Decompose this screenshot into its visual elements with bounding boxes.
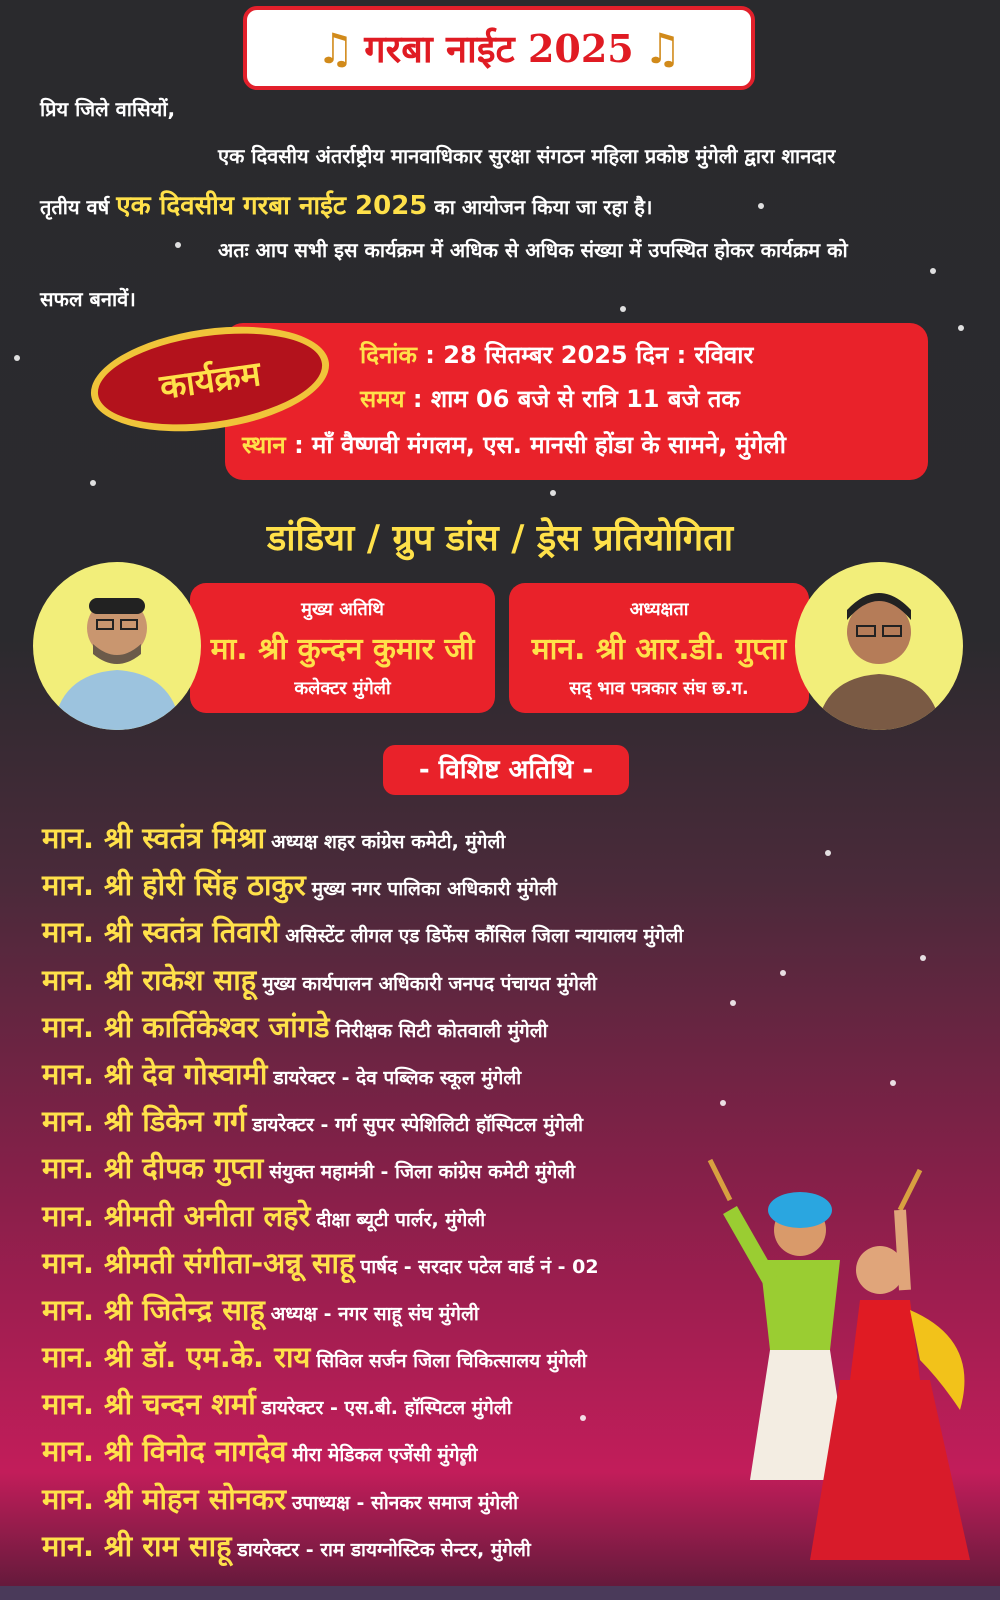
intro-line-2-pre: तृतीय वर्ष: [40, 195, 110, 219]
special-guests-list: [42, 818, 782, 1573]
guest-description: पार्षद - सरदार पटेल वार्ड नं - 02: [360, 1255, 599, 1278]
guest-name: मान. श्री स्वतंत्र मिश्रा: [42, 821, 266, 855]
list-item: [42, 960, 782, 1007]
bottom-bar: [0, 1586, 1000, 1600]
guest-name: मान. श्री राकेश साहू: [42, 962, 257, 997]
chief-guest-card: [190, 583, 495, 713]
guest-name: मान. श्री कार्तिकेश्वर जांगडे: [42, 1009, 330, 1044]
intro-highlight: एक दिवसीय गरबा नाईट 2025: [116, 191, 428, 221]
person-icon: [795, 562, 963, 730]
guest-description: डायरेक्टर - गर्ग सुपर स्पेशिलिटी हॉस्पिटल मुंगेली: [252, 1114, 584, 1137]
guest-description: संयुक्त महामंत्री - जिला कांग्रेस कमेटी मुंगेली: [269, 1161, 576, 1184]
guest-name: मान. श्री राम साहू: [42, 1528, 232, 1563]
chief-guest-designation: कलेक्टर मुंगेली: [294, 678, 391, 699]
presidency-designation: सद् भाव पत्रकार संघ छ.ग.: [569, 678, 749, 699]
intro-line-2-post: का आयोजन किया जा रहा है।: [434, 195, 653, 219]
competition-heading: डांडिया / ग्रुप डांस / ड्रेस प्रतियोगिता: [266, 518, 734, 559]
list-item: [42, 818, 782, 865]
list-item: [42, 1479, 782, 1526]
dancer-icon: ♫: [316, 23, 355, 73]
guest-name: मान. श्री मोहन सोनकर: [42, 1481, 286, 1516]
guest-name: मान. श्रीमती संगीता-अन्नू साहू: [42, 1245, 355, 1280]
presidency-card: [509, 583, 809, 713]
special-guests-heading: - विशिष्ट अतिथि -: [383, 745, 629, 795]
list-item: [42, 1337, 782, 1384]
guest-description: दीक्षा ब्यूटी पार्लर, मुंगेली: [316, 1208, 486, 1231]
guest-name: मान. श्री देव गोस्वामी: [42, 1056, 268, 1091]
guest-description: मुख्य नगर पालिका अधिकारी मुंगेली: [311, 878, 557, 901]
guest-description: उपाध्यक्ष - सोनकर समाज मुंगेली: [292, 1491, 519, 1514]
time-label: समय: [360, 385, 405, 413]
list-item: [42, 865, 782, 912]
guest-description: डायरेक्टर - देव पब्लिक स्कूल मुंगेली: [273, 1066, 522, 1089]
list-item: [42, 1243, 782, 1290]
presidency-avatar: [795, 562, 963, 730]
guest-name: मान. श्री चन्दन शर्मा: [42, 1387, 256, 1422]
salutation: प्रिय जिले वासियों,: [40, 97, 176, 121]
list-item: [42, 1526, 782, 1573]
list-item: [42, 1007, 782, 1054]
chief-guest-role: मुख्य अतिथि: [301, 599, 384, 620]
intro-line-3: अतः आप सभी इस कार्यक्रम में अधिक से अधिक संख्या में उपस्थित होकर कार्यक्रम को: [218, 238, 848, 262]
venue-value: : माँ वैष्णवी मंगलम, एस. मानसी होंडा के सामने, मुंगेली: [294, 431, 787, 459]
guest-description: डायरेक्टर - एस.बी. हॉस्पिटल मुंगेली: [261, 1397, 512, 1420]
guest-name: मान. श्रीमती अनीता लहरे: [42, 1198, 311, 1233]
guest-name: मान. श्री स्वतंत्र तिवारी: [42, 915, 280, 950]
presidency-name: मान. श्री आर.डी. गुप्ता: [531, 632, 787, 667]
list-item: [42, 1431, 782, 1478]
guest-name: मान. श्री विनोद नागदेव: [42, 1434, 287, 1469]
venue-label: स्थान: [242, 431, 286, 459]
chief-guest-avatar: [33, 562, 201, 730]
intro-line-4: सफल बनावें।: [40, 287, 136, 311]
list-item: [42, 1196, 782, 1243]
guest-description: अध्यक्ष - नगर साहू संघ मुंगेली: [270, 1302, 479, 1325]
page-title: गरबा नाईट 2025: [364, 26, 634, 71]
program-date: [360, 338, 753, 371]
presidency-role: अध्यक्षता: [629, 599, 689, 620]
guest-description: मीरा मेडिकल एजेंसी मुंगेली: [292, 1444, 478, 1467]
list-item: [42, 1054, 782, 1101]
list-item: [42, 1290, 782, 1337]
program-venue: [242, 428, 786, 461]
intro-line-2: [40, 186, 652, 222]
intro-line-1: एक दिवसीय अंतर्राष्ट्रीय मानवाधिकार सुरक्षा संगठन महिला प्रकोष्ठ मुंगेली द्वारा शानदार: [218, 144, 836, 168]
time-value: : शाम 06 बजे से रात्रि 11 बजे तक: [412, 385, 740, 413]
guest-name: मान. श्री डॉ. एम.के. राय: [42, 1340, 311, 1375]
guest-description: मुख्य कार्यपालन अधिकारी जनपद पंचायत मुंगेली: [262, 972, 597, 995]
list-item: [42, 1148, 782, 1195]
program-badge-label: कार्यक्रम: [157, 354, 264, 408]
date-label: दिनांक: [360, 341, 417, 369]
program-time: [360, 382, 740, 415]
chief-guest-name: मा. श्री कुन्दन कुमार जी: [210, 632, 475, 667]
guest-name: मान. श्री डिकेन गर्ग: [42, 1104, 247, 1139]
list-item: [42, 1101, 782, 1148]
list-item: [42, 912, 782, 959]
guest-name: मान. श्री जितेन्द्र साहू: [42, 1292, 265, 1327]
guest-description: डायरेक्टर - राम डायग्नोस्टिक सेन्टर, मुंगेली: [237, 1538, 531, 1561]
dancer-icon: ♫: [643, 23, 682, 73]
date-value: : 28 सितम्बर 2025 दिन : रविवार: [425, 341, 754, 369]
header-banner: [243, 6, 755, 90]
dancer-icon: [690, 1150, 990, 1580]
guest-name: मान. श्री दीपक गुप्ता: [42, 1151, 264, 1186]
list-item: [42, 1384, 782, 1431]
person-icon: [33, 562, 201, 730]
guest-description: असिस्टेंट लीगल एड डिफेंस कौंसिल जिला न्यायालय मुंगेली: [285, 925, 684, 948]
guest-description: सिविल सर्जन जिला चिकित्सालय मुंगेली: [316, 1350, 587, 1373]
guest-description: निरीक्षक सिटी कोतवाली मुंगेली: [335, 1019, 548, 1042]
guest-name: मान. श्री होरी सिंह ठाकुर: [42, 868, 306, 903]
guest-description: अध्यक्ष शहर कांग्रेस कमेटी, मुंगेली: [271, 831, 506, 853]
